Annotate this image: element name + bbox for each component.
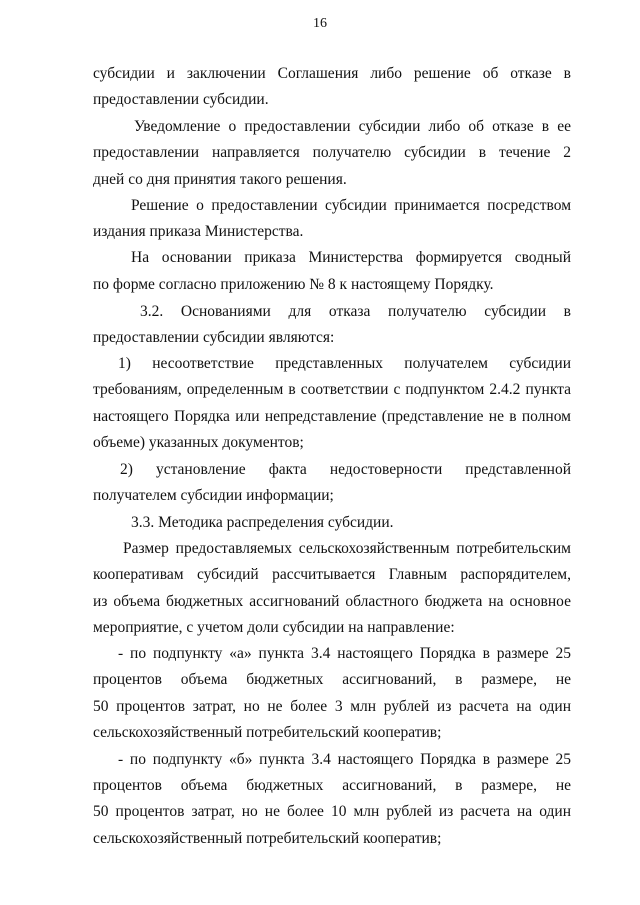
text-line: мероприятие, с учетом доли субсидии на направление: [93, 619, 455, 636]
page-number: 16 [313, 16, 327, 31]
text-line: процентов объема бюджетных ассигнований, в размере, не [93, 777, 571, 794]
text-line: 2) установление факта недостоверности представленной [120, 461, 571, 478]
text-line: по форме согласно приложению № 8 к настоящему Порядку. [93, 276, 494, 293]
text-line: кооперативам субсидий рассчитывается Главным распорядителем, [93, 566, 571, 583]
text-line: дней со дня принятия такого решения. [93, 171, 347, 188]
text-line: - по подпункту «а» пункта 3.4 настоящего Порядка в размере 25 [118, 645, 571, 662]
text-line: 50 процентов затрат, но не более 10 млн рублей из расчета на один [93, 803, 571, 820]
text-line: предоставлении направляется получателю субсидии в течение 2 [93, 144, 571, 161]
text-line: объеме) указанных документов; [93, 434, 304, 451]
text-line: предоставлении субсидии являются: [93, 329, 335, 346]
text-line: из объема бюджетных ассигнований областного бюджета на основное [93, 593, 571, 610]
section-heading: 3.3. Методика распределения субсидии. [131, 514, 394, 531]
text-line: 1) несоответствие представленных получателем субсидии [118, 355, 571, 372]
text-line: Уведомление о предоставлении субсидии либо об отказе в ее [134, 118, 571, 135]
text-line: сельскохозяйственный потребительский кооператив; [93, 830, 442, 847]
text-line: Размер предоставляемых сельскохозяйственным потребительским [123, 540, 571, 557]
text-line: 3.2. Основаниями для отказа получателю субсидии в [140, 303, 571, 320]
text-line: субсидии и заключении Соглашения либо решение об отказе в [93, 65, 571, 82]
text-line: требованиям, определенным в соответствии с подпунктом 2.4.2 пункта [93, 381, 571, 398]
text-line: Решение о предоставлении субсидии принимается посредством [131, 197, 571, 214]
text-line: сельскохозяйственный потребительский кооператив; [93, 724, 442, 741]
text-line: настоящего Порядка или непредставление (представление не в полном [93, 408, 571, 425]
text-line: 50 процентов затрат, но не более 3 млн рублей из расчета на один [93, 698, 571, 715]
text-line: На основании приказа Министерства формируется сводный [131, 249, 571, 266]
text-line: получателем субсидии информации; [93, 487, 334, 504]
text-line: издания приказа Министерства. [93, 223, 304, 240]
text-line: процентов объема бюджетных ассигнований, в размере, не [93, 671, 571, 688]
text-line: предоставлении субсидии. [93, 91, 269, 108]
text-line: - по подпункту «б» пункта 3.4 настоящего Порядка в размере 25 [118, 751, 571, 768]
